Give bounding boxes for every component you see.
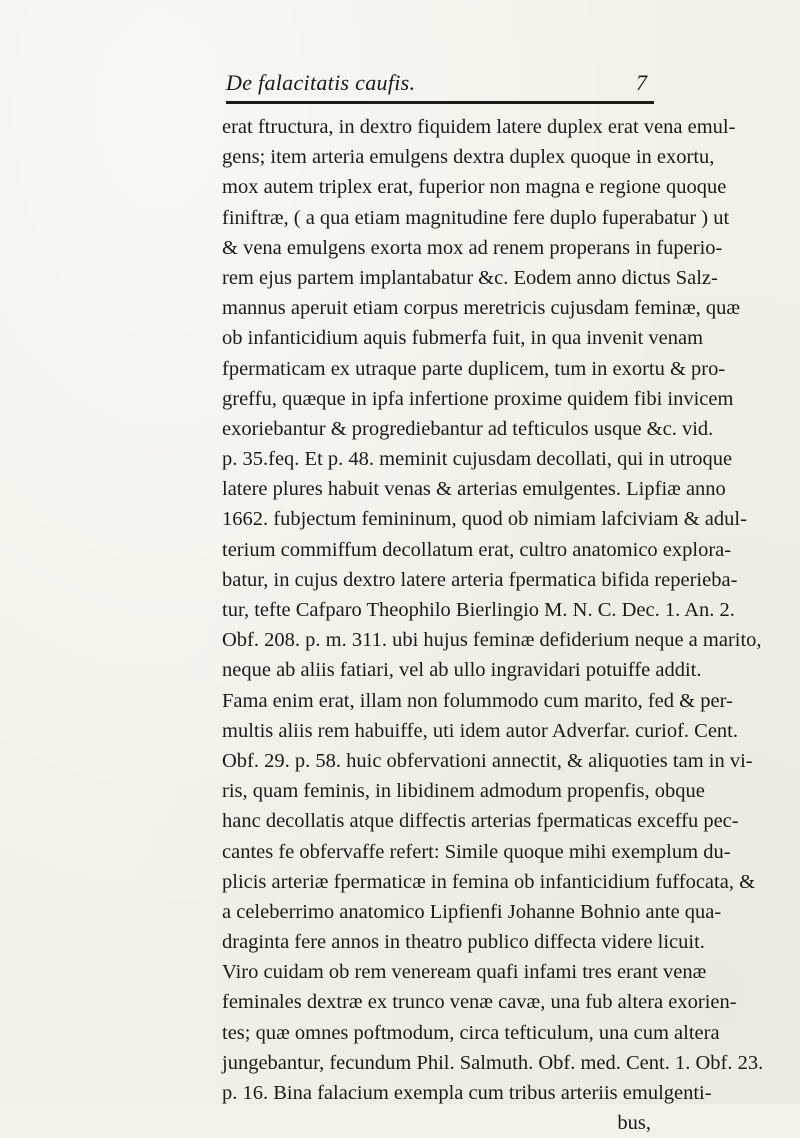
text-line-content: Fama enim erat, illam non folummodo cum marito, fed & per- [222, 689, 733, 712]
text-line-content: ris, quam feminis, in libidinem admodum propenfis, obque [222, 780, 705, 803]
header-rule [226, 101, 654, 104]
text-line [222, 263, 718, 293]
text-line-content: neque ab aliis fatiari, vel ab ullo ingravidari potuiffe addit. [222, 659, 702, 682]
text-line-content: ob infanticidium aquis fubmerfa fuit, in qua invenit venam [222, 327, 704, 350]
text-line-content: a celeberrimo anatomico Lipfienfi Johanne Bohnio ante qua- [222, 900, 722, 923]
text-line [222, 987, 737, 1017]
text-line-content: Viro cuidam ob rem veneream quafi infami tres erant venæ [222, 961, 707, 984]
text-line [222, 655, 702, 685]
text-line-content: fpermaticam ex utraque parte duplicem, tum in exortu & pro- [222, 357, 726, 380]
text-line [222, 535, 732, 565]
text-line-content: feminales dextræ ex trunco venæ cavæ, una fub altera exorien- [222, 991, 737, 1014]
text-line [222, 354, 726, 384]
text-line [222, 1018, 720, 1048]
text-line [222, 565, 738, 595]
text-line [222, 323, 704, 353]
text-line-content: greffu, quæque in ipfa infertione proxime quidem fibi invicem [222, 387, 734, 410]
text-line [222, 595, 735, 625]
text-line-content: hanc decollatis atque diffectis arterias fpermaticas exceffu pec- [222, 810, 739, 833]
text-line-content: p. 35.feq. Et p. 48. meminit cujusdam decollati, qui in utroque [222, 448, 733, 471]
text-line-content: rem ejus partem implantabatur &c. Eodem anno dictus Salz- [222, 266, 718, 289]
text-line-content: mannus aperuit etiam corpus meretricis cujusdam feminæ, quæ [222, 297, 741, 320]
text-line [222, 203, 730, 233]
text-line-content: bus, [617, 1112, 651, 1135]
text-line-content: batur, in cujus dextro latere arteria fpermatica bifida reperieba- [222, 568, 738, 591]
text-line [222, 837, 731, 867]
text-line [222, 444, 733, 474]
text-line-content: jungebantur, fecundum Phil. Salmuth. Obf. med. Cent. 1. Obf. 23. [222, 1051, 764, 1074]
text-line [222, 897, 722, 927]
text-line-content: cantes fe obfervaffe refert: Simile quoque mihi exemplum du- [222, 840, 731, 863]
text-line [222, 172, 727, 202]
text-line-content: finiftræ, ( a qua etiam magnitudine fere duplo fuperabatur ) ut [222, 206, 730, 229]
text-line [222, 776, 705, 806]
body-text [222, 112, 764, 1138]
text-line [222, 746, 753, 776]
text-line-content: Obf. 29. p. 58. huic obfervationi annectit, & aliquoties tam in vi- [222, 749, 753, 772]
page-number: 7 [636, 70, 647, 95]
text-line-content: plicis arteriæ fpermaticæ in femina ob infanticidium fuffocata, & [222, 870, 756, 893]
text-line [222, 867, 756, 897]
running-head: De falacitatis caufis. [226, 70, 416, 95]
text-line [222, 384, 734, 414]
text-line-content: multis aliis rem habuiffe, uti idem autor Adverfar. curiof. Cent. [222, 719, 738, 742]
text-line [222, 112, 736, 142]
text-line [222, 806, 739, 836]
text-line [222, 142, 715, 172]
text-line [222, 927, 705, 957]
text-line [222, 293, 741, 323]
text-line-content: tes; quæ omnes poftmodum, circa tefticulum, una cum altera [222, 1021, 720, 1044]
text-line-content: 1662. fubjectum femininum, quod ob nimiam lafciviam & adul- [222, 508, 747, 531]
text-line-content: exoriebantur & progrediebantur ad tefticulos usque &c. vid. [222, 417, 714, 440]
text-line [222, 414, 714, 444]
text-line-content: terium commiffum decollatum erat, cultro anatomico explora- [222, 538, 732, 561]
text-line [222, 625, 762, 655]
text-line [222, 957, 707, 987]
text-line [222, 1048, 764, 1078]
text-line-content: erat ftructura, in dextro fiquidem latere duplex erat vena emul- [222, 116, 736, 138]
text-line [222, 686, 733, 716]
text-line-content: draginta fere annos in theatro publico diffecta videre licuit. [222, 931, 705, 954]
text-line-content: latere plures habuit venas & arterias emulgentes. Lipfiæ anno [222, 478, 726, 501]
text-line [222, 233, 723, 263]
text-line [222, 716, 738, 746]
text-line [222, 504, 747, 534]
text-line [222, 1108, 667, 1138]
text-line-content: p. 16. Bina falacium exempla cum tribus arteriis emulgenti- [222, 1082, 712, 1104]
text-line [222, 474, 726, 504]
text-line-content: & vena emulgens exorta mox ad renem properans in fuperio- [222, 236, 723, 259]
text-line-content: mox autem triplex erat, fuperior non magna e regione quoque [222, 176, 727, 199]
text-line-content: gens; item arteria emulgens dextra duplex quoque in exortu, [222, 146, 715, 169]
text-line-content: tur, tefte Cafparo Theophilo Bierlingio M. N. C. Dec. 1. An. 2. [222, 599, 735, 621]
text-line-content: Obf. 208. p. m. 311. ubi hujus feminæ defiderium neque a marito, [222, 629, 762, 652]
